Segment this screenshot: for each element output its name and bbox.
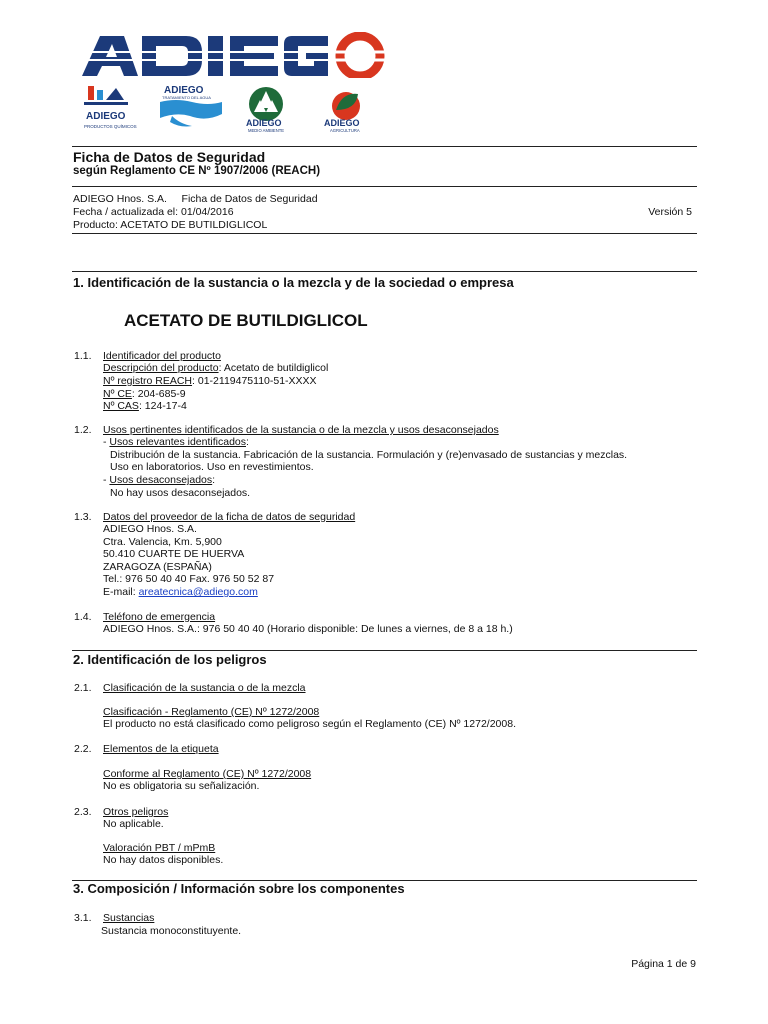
- section-2-title: 2. Identificación de los peligros: [73, 652, 267, 667]
- colon: :: [212, 474, 216, 486]
- label-value: No es obligatoria su señalización.: [103, 780, 260, 792]
- classification-value: El producto no está clasificado como peligroso según el Reglamento (CE) Nº 1272/2008.: [103, 718, 516, 730]
- supplier-address-city: 50.410 CUARTE DE HUERVA: [103, 548, 245, 560]
- svg-text:ADIEGO: ADIEGO: [164, 85, 204, 96]
- item-2-1-number: 2.1.: [74, 682, 92, 694]
- section-1-title: 1. Identificación de la sustancia o la mezcla y de la sociedad o empresa: [73, 275, 514, 290]
- header-top-rule: [72, 146, 697, 147]
- pbt-assessment-label: Valoración PBT / mPmB: [103, 842, 216, 854]
- reach-number-value: : 01-2119475110-51-XXXX: [192, 375, 317, 387]
- svg-text:TRATAMIENTO DEL AGUA: TRATAMIENTO DEL AGUA: [162, 95, 211, 100]
- email-link[interactable]: areatecnica@adiego.com: [138, 586, 258, 598]
- section-2-rule: [72, 650, 697, 651]
- product-description-value: : Acetato de butildiglicol: [218, 362, 329, 374]
- item-2-3-heading: Otros peligros: [103, 806, 169, 818]
- relevant-uses-row: [103, 436, 249, 449]
- dash-bullet: -: [103, 436, 110, 448]
- supplier-address-region: ZARAGOZA (ESPAÑA): [103, 561, 212, 573]
- adiego-logo: [78, 32, 390, 78]
- page-number: Página 1 de 9: [631, 958, 696, 970]
- classification-label: Clasificación - Reglamento (CE) Nº 1272/2008: [103, 706, 320, 718]
- adiego-divisions-logos: [80, 84, 390, 134]
- svg-text:ADIEGO: ADIEGO: [324, 118, 360, 128]
- agricultura-logo: [324, 92, 360, 133]
- item-1-4-heading: Teléfono de emergencia: [103, 611, 216, 623]
- header-bottom-rule: [72, 233, 697, 234]
- product-description-row: [103, 362, 328, 375]
- discouraged-uses-label: Usos desaconsejados: [109, 474, 213, 486]
- svg-text:ADIEGO: ADIEGO: [86, 111, 126, 122]
- substance-type-value: Sustancia monoconstituyente.: [101, 925, 242, 937]
- version-label: Versión 5: [648, 206, 692, 218]
- item-2-1-heading: Clasificación de la sustancia o de la mezcla: [103, 682, 306, 694]
- pbt-assessment-value: No hay datos disponibles.: [103, 854, 224, 866]
- svg-text:MEDIO AMBIENTE: MEDIO AMBIENTE: [248, 128, 285, 133]
- supplier-name: ADIEGO Hnos. S.A.: [103, 523, 197, 535]
- relevant-uses-line-1: Distribución de la sustancia. Fabricación de la sustancia. Formulación y (re)envasado de sustancias y mezclas.: [110, 449, 628, 461]
- relevant-uses-label: Usos relevantes identificados: [109, 436, 246, 448]
- productos-quimicos-logo: [84, 86, 137, 129]
- svg-text:AGRICULTURA: AGRICULTURA: [330, 128, 360, 133]
- date-line: Fecha / actualizada el: 01/04/2016: [73, 206, 234, 218]
- cas-number-value: : 124-17-4: [138, 400, 187, 412]
- section-1-rule: [72, 271, 697, 272]
- item-2-2-number: 2.2.: [74, 743, 92, 755]
- reach-number-row: [103, 375, 317, 388]
- product-line: Producto: ACETATO DE BUTILDIGLICOL: [73, 219, 268, 231]
- colon: :: [246, 436, 249, 448]
- discouraged-uses-row: [103, 474, 215, 487]
- relevant-uses-line-2: Uso en laboratorios. Uso en revestimientos.: [110, 461, 314, 473]
- item-1-2-number: 1.2.: [74, 424, 92, 436]
- item-1-1-number: 1.1.: [74, 350, 92, 362]
- item-3-1-heading: Sustancias: [103, 912, 155, 924]
- item-2-2-heading: Elementos de la etiqueta: [103, 743, 219, 755]
- document-title: Ficha de Datos de Seguridad: [73, 149, 266, 165]
- company-line: ADIEGO Hnos. S.A. Ficha de Datos de Seguridad: [73, 193, 318, 205]
- emergency-phone-text: ADIEGO Hnos. S.A.: 976 50 40 40 (Horario disponible: De lunes a viernes, de 8 a 18 h.): [103, 623, 513, 635]
- cas-number-row: [103, 400, 187, 413]
- item-1-2-heading: Usos pertinentes identificados de la sustancia o de la mezcla y usos desaconsejados: [103, 424, 499, 436]
- header-middle-rule: [72, 186, 697, 187]
- item-1-3-heading: Datos del proveedor de la ficha de datos de seguridad: [103, 511, 356, 523]
- ce-number-label: Nº CE: [103, 388, 132, 400]
- reach-number-label: Nº registro REACH: [103, 375, 193, 387]
- supplier-phone-fax: Tel.: 976 50 40 40 Fax. 976 50 52 87: [103, 573, 275, 585]
- document-subtitle: según Reglamento CE Nº 1907/2006 (REACH): [73, 165, 321, 177]
- svg-text:ADIEGO: ADIEGO: [246, 118, 282, 128]
- cas-number-label: Nº CAS: [103, 400, 139, 412]
- item-2-3-number: 2.3.: [74, 806, 92, 818]
- item-3-1-number: 3.1.: [74, 912, 92, 924]
- discouraged-uses-value: No hay usos desaconsejados.: [110, 487, 251, 499]
- item-1-1-heading: Identificador del producto: [103, 350, 221, 362]
- ce-number-value: : 204-685-9: [131, 388, 186, 400]
- section-3-title: 3. Composición / Información sobre los componentes: [73, 881, 405, 896]
- ce-number-row: [103, 388, 186, 401]
- supplier-email-row: [103, 586, 258, 599]
- supplier-address-street: Ctra. Valencia, Km. 5,900: [103, 536, 222, 548]
- item-1-3-number: 1.3.: [74, 511, 92, 523]
- item-1-4-number: 1.4.: [74, 611, 92, 623]
- product-name-heading: ACETATO DE BUTILDIGLICOL: [124, 311, 368, 330]
- medio-ambiente-logo: [246, 87, 284, 133]
- svg-text:PRODUCTOS QUÍMICOS: PRODUCTOS QUÍMICOS: [84, 124, 137, 129]
- other-hazards-value: No aplicable.: [103, 818, 164, 830]
- email-label: E-mail:: [103, 586, 139, 598]
- product-description-label: Descripción del producto: [103, 362, 219, 374]
- tratamiento-agua-logo: [160, 85, 222, 127]
- dash-bullet: -: [103, 474, 110, 486]
- label-regulation: Conforme al Reglamento (CE) Nº 1272/2008: [103, 768, 312, 780]
